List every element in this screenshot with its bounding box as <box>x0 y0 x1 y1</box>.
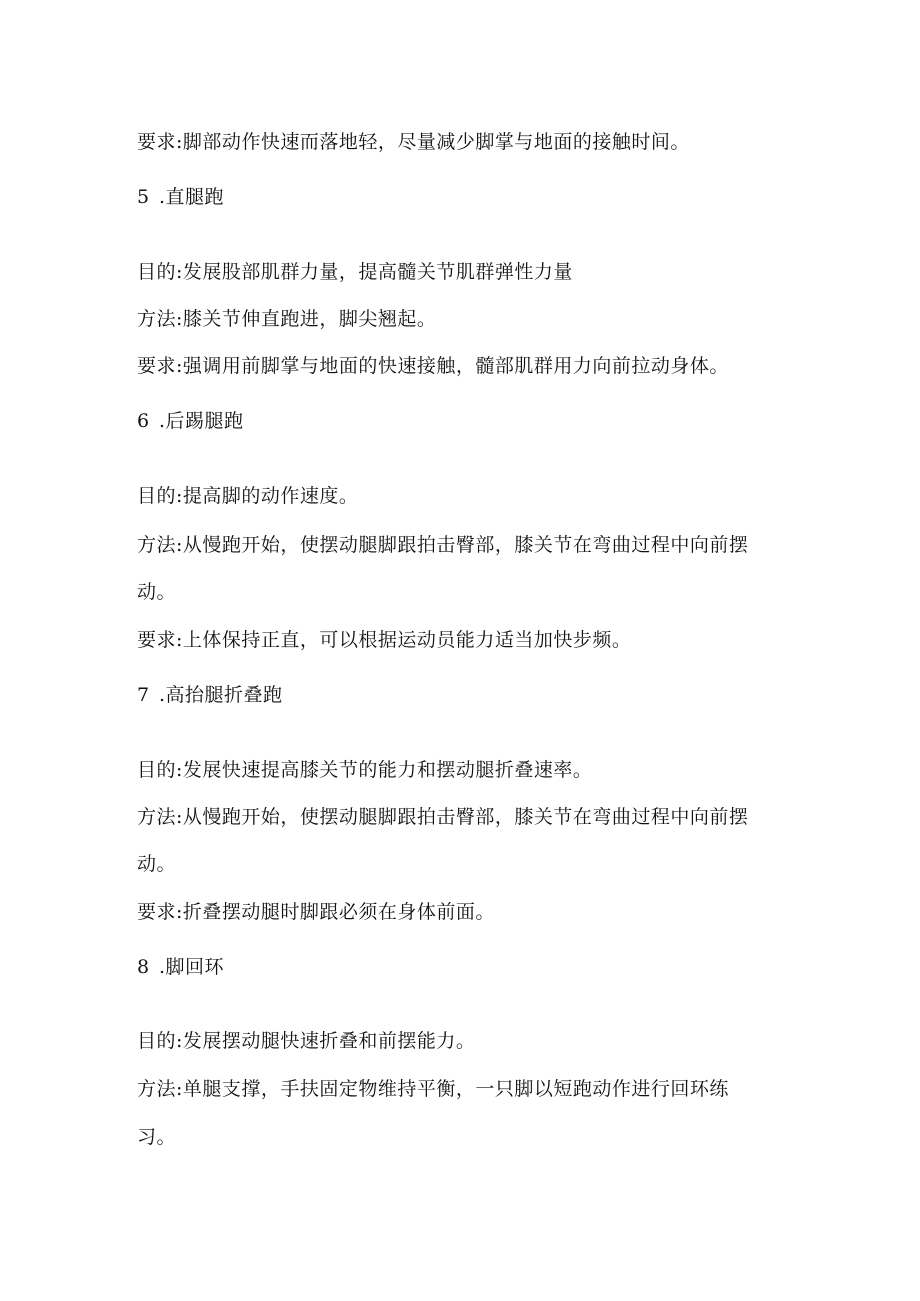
paragraph-label: 要求 <box>137 131 177 153</box>
section-heading-8 <box>137 954 817 980</box>
paragraph-requirement <box>137 627 817 653</box>
label-separator: : <box>176 355 183 377</box>
paragraph-continuation <box>137 851 817 877</box>
paragraph-label: 方法 <box>137 1078 177 1100</box>
paragraph-text: 发展股部肌群力量，提高髓关节肌群弹性力量 <box>182 261 573 283</box>
section-number: 7 <box>137 684 150 706</box>
paragraph-method <box>137 1076 817 1102</box>
label-separator: : <box>176 485 183 507</box>
label-separator: : <box>176 1030 183 1052</box>
paragraph-text: 单腿支撑，手扶固定物维持平衡，一只脚以短跑动作进行回环练 <box>182 1078 729 1100</box>
label-separator: : <box>176 759 183 781</box>
label-separator: : <box>176 629 183 651</box>
section-number: 6 <box>137 410 150 432</box>
paragraph-text: 习。 <box>137 1126 177 1148</box>
paragraph-label: 目的 <box>137 485 177 507</box>
paragraph-requirement <box>137 353 817 379</box>
paragraph-purpose <box>137 1028 817 1054</box>
paragraph-method <box>137 306 817 332</box>
paragraph-label: 要求 <box>137 629 177 651</box>
paragraph-continuation <box>137 1124 817 1150</box>
section-heading-5 <box>137 184 817 210</box>
label-separator: : <box>176 131 183 153</box>
section-title: .直腿跑 <box>159 186 225 208</box>
paragraph-label: 方法 <box>137 806 177 828</box>
section-title: .脚回环 <box>159 956 225 978</box>
paragraph-text: 从慢跑开始，使摆动腿脚跟拍击臀部，膝关节在弯曲过程中向前摆 <box>182 534 749 556</box>
paragraph-text: 折叠摆动腿时脚跟必须在身体前面。 <box>182 901 495 923</box>
label-separator: : <box>176 308 183 330</box>
paragraph-text: 强调用前脚掌与地面的快速接触，髓部肌群用力向前拉动身体。 <box>182 355 729 377</box>
label-separator: : <box>176 261 183 283</box>
paragraph-text: 提高脚的动作速度。 <box>182 485 359 507</box>
paragraph-label: 目的 <box>137 759 177 781</box>
paragraph-text: 动。 <box>137 853 177 875</box>
label-separator: : <box>176 806 183 828</box>
paragraph-method <box>137 804 817 830</box>
paragraph-label: 要求 <box>137 355 177 377</box>
label-separator: : <box>176 534 183 556</box>
label-separator: : <box>176 1078 183 1100</box>
paragraph-text: 上体保持正直，可以根据运动员能力适当加快步频。 <box>182 629 632 651</box>
paragraph-text: 动。 <box>137 581 177 603</box>
paragraph-purpose <box>137 259 817 285</box>
label-separator: : <box>176 901 183 923</box>
paragraph-requirement <box>137 129 817 155</box>
paragraph-text: 脚部动作快速而落地轻，尽量减少脚掌与地面的接触时间。 <box>182 131 690 153</box>
paragraph-continuation <box>137 579 817 605</box>
section-number: 5 <box>137 186 150 208</box>
section-heading-6 <box>137 408 817 434</box>
paragraph-method <box>137 532 817 558</box>
paragraph-label: 方法 <box>137 534 177 556</box>
paragraph-purpose <box>137 483 817 509</box>
section-number: 8 <box>137 956 150 978</box>
paragraph-text: 从慢跑开始，使摆动腿脚跟拍击臀部，膝关节在弯曲过程中向前摆 <box>182 806 749 828</box>
paragraph-purpose <box>137 757 817 783</box>
paragraph-text: 膝关节伸直跑进，脚尖翘起。 <box>182 308 437 330</box>
section-heading-7 <box>137 682 817 708</box>
paragraph-label: 要求 <box>137 901 177 923</box>
paragraph-label: 方法 <box>137 308 177 330</box>
paragraph-text: 发展摆动腿快速折叠和前摆能力。 <box>182 1030 476 1052</box>
paragraph-text: 发展快速提高膝关节的能力和摆动腿折叠速率。 <box>182 759 593 781</box>
paragraph-requirement <box>137 899 817 925</box>
section-title: .后踢腿跑 <box>159 410 244 432</box>
paragraph-label: 目的 <box>137 261 177 283</box>
section-title: .高抬腿折叠跑 <box>159 684 283 706</box>
paragraph-label: 目的 <box>137 1030 177 1052</box>
